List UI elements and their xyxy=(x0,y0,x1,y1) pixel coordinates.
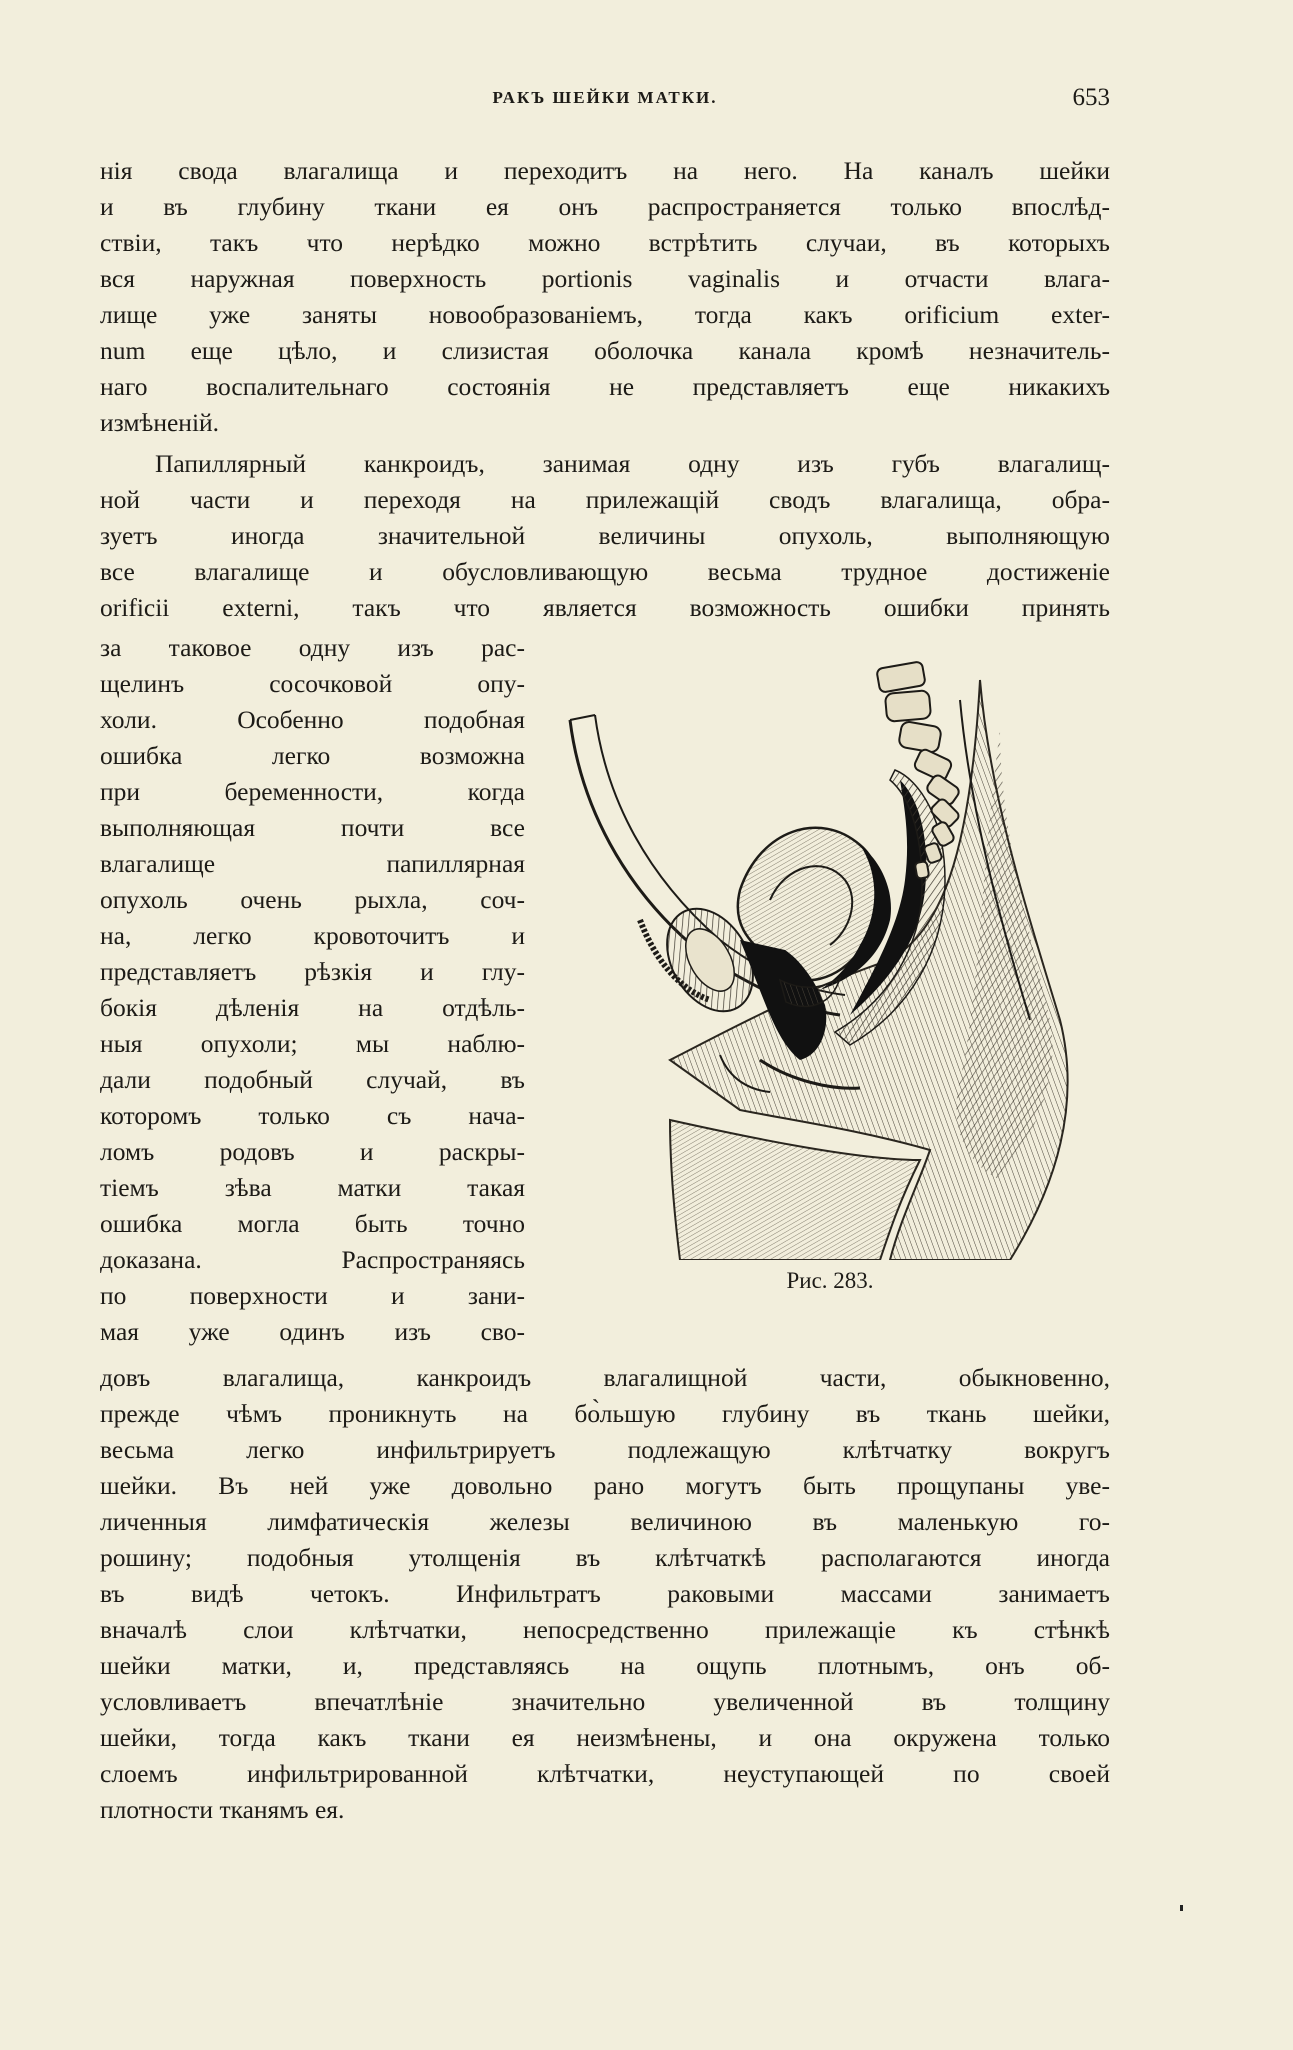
text-line: представляетъ рѣзкія и глу- xyxy=(100,957,525,986)
text-line: нія свода влагалища и переходитъ на него. На каналъ шейки xyxy=(100,156,1110,185)
text-line: тіемъ зѣва матки такая xyxy=(100,1173,525,1202)
text-line: ной части и переходя на прилежащій сводъ влагалища, обра- xyxy=(100,485,1110,514)
text-line: orificii externi, такъ что является возможность ошибки принять xyxy=(100,593,1110,622)
text-line: доказана. Распространяясь xyxy=(100,1245,525,1274)
text-line: шейки. Въ ней уже довольно рано могутъ быть прощупаны уве- xyxy=(100,1471,1110,1500)
text-line: измѣненій. xyxy=(100,408,220,437)
text-line: которомъ только съ нача- xyxy=(100,1101,525,1130)
text-line: вначалѣ слои клѣтчатки, непосредственно прилежащіе къ стѣнкѣ xyxy=(100,1615,1110,1644)
text-line: слоемъ инфильтрированной клѣтчатки, неуступающей по своей xyxy=(100,1759,1110,1788)
text-line: рошину; подобныя утолщенія въ клѣтчаткѣ располагаются иногда xyxy=(100,1543,1110,1572)
text-line: наго воспалительнаго состоянія не представляетъ еще никакихъ xyxy=(100,372,1110,401)
text-line: зуетъ иногда значительной величины опухоль, выполняющую xyxy=(100,521,1110,550)
text-line: бокія дѣленія на отдѣль- xyxy=(100,993,525,1022)
text-line: на, легко кровоточитъ и xyxy=(100,921,525,950)
text-line: ошибка легко возможна xyxy=(100,741,525,770)
text-line: шейки матки, и, представляясь на ощупь плотнымъ, онъ об- xyxy=(100,1651,1110,1680)
text-line: при беременности, когда xyxy=(100,777,525,806)
print-speck xyxy=(1180,1905,1183,1911)
text-line: ломъ родовъ и раскры- xyxy=(100,1137,525,1166)
text-line: мая уже одинъ изъ сво- xyxy=(100,1317,525,1346)
text-line: въ видѣ четокъ. Инфильтратъ раковыми массами занимаетъ xyxy=(100,1579,1110,1608)
text-line: вся наружная поверхность portionis vaginalis и отчасти влага- xyxy=(100,264,1110,293)
text-line: опухоль очень рыхла, соч- xyxy=(100,885,525,914)
text-line: шейки, тогда какъ ткани ея неизмѣнены, и она окружена только xyxy=(100,1723,1110,1752)
sagittal-section-drawing xyxy=(560,660,1120,1260)
text-line: плотности тканямъ ея. xyxy=(100,1795,345,1824)
text-line: условливаетъ впечатлѣніе значительно увеличенной въ толщину xyxy=(100,1687,1110,1716)
text-line: холи. Особенно подобная xyxy=(100,705,525,734)
text-line: лище уже заняты новообразованіемъ, тогда какъ orificium exter- xyxy=(100,300,1110,329)
text-line: весьма легко инфильтрируетъ подлежащую клѣтчатку вокругъ xyxy=(100,1435,1110,1464)
text-line: и въ глубину ткани ея онъ распространяется только впослѣд- xyxy=(100,192,1110,221)
paragraph-first-line: Папиллярный канкроидъ, занимая одну изъ губъ влагалищ- xyxy=(155,449,1110,478)
text-line: щелинъ сосочковой опу- xyxy=(100,669,525,698)
text-line: выполняющая почти все xyxy=(100,813,525,842)
text-line: прежде чѣмъ проникнуть на бо̀льшую глубину въ ткань шейки, xyxy=(100,1399,1110,1428)
figure-caption: Рис. 283. xyxy=(786,1268,874,1293)
text-line: все влагалище и обусловливающую весьма трудное достиженіе xyxy=(100,557,1110,586)
text-line: за таковое одну изъ рас- xyxy=(100,633,525,662)
text-line: по поверхности и зани- xyxy=(100,1281,525,1310)
page-number: 653 xyxy=(1072,84,1110,111)
text-line: влагалище папиллярная xyxy=(100,849,525,878)
text-line: довъ влагалища, канкроидъ влагалищной части, обыкновенно, xyxy=(100,1363,1110,1392)
text-line: ныя опухоли; мы наблю- xyxy=(100,1029,525,1058)
text-line: ошибка могла быть точно xyxy=(100,1209,525,1238)
text-line: num еще цѣло, и слизистая оболочка канала кромѣ незначитель- xyxy=(100,336,1110,365)
text-line: дали подобный случай, въ xyxy=(100,1065,525,1094)
running-title: РАКЪ ШЕЙКИ МАТКИ. xyxy=(492,88,718,107)
text-line: ствіи, такъ что нерѣдко можно встрѣтить случаи, въ которыхъ xyxy=(100,228,1110,257)
anatomical-illustration xyxy=(560,660,1120,1260)
running-head xyxy=(100,84,1110,118)
text-line: личенныя лимфатическія железы величиною въ маленькую го- xyxy=(100,1507,1110,1536)
